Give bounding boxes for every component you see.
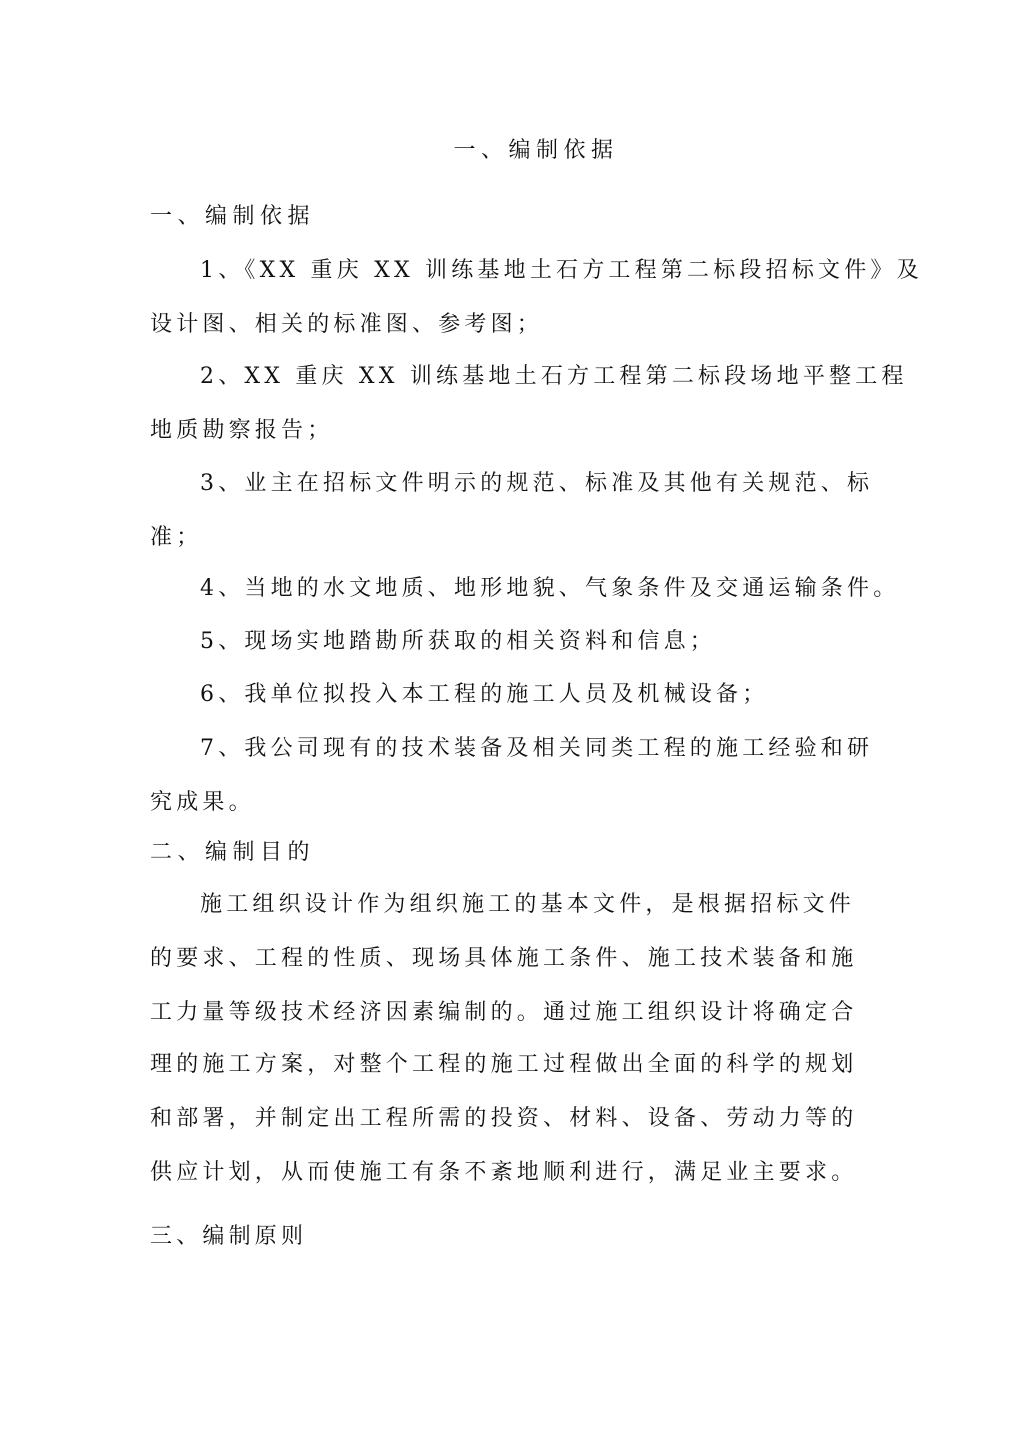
purpose-paragraph-line-5: 和部署，并制定出工程所需的投资、材料、设备、劳动力等的: [150, 1106, 858, 1131]
basis-item-5: 5、现场实地踏勘所获取的相关资料和信息；: [200, 629, 716, 654]
purpose-paragraph-line-3: 工力量等级技术经济因素编制的。通过施工组织设计将确定合: [150, 1000, 858, 1025]
section-heading-basis: 一、编制依据: [150, 204, 316, 229]
purpose-paragraph-line-6: 供应计划，从而使施工有条不紊地顺利进行，满足业主要求。: [150, 1160, 858, 1185]
basis-item-7-line-2: 究成果。: [150, 790, 255, 815]
document-title: 一、编制依据: [453, 138, 619, 163]
basis-item-6: 6、我单位拟投入本工程的施工人员及机械设备；: [200, 682, 769, 707]
basis-item-3-line-1: 3、业主在招标文件明示的规范、标准及其他有关规范、标: [200, 471, 874, 496]
purpose-paragraph-line-4: 理的施工方案，对整个工程的施工过程做出全面的科学的规划: [150, 1052, 858, 1077]
section-heading-purpose: 二、编制目的: [150, 840, 316, 865]
basis-item-1-line-2: 设计图、相关的标准图、参考图；: [150, 312, 544, 337]
basis-item-2-line-2: 地质勘察报告；: [150, 418, 334, 443]
basis-item-7-line-1: 7、我公司现有的技术装备及相关同类工程的施工经验和研: [200, 736, 874, 761]
basis-item-3-line-2: 准；: [150, 525, 203, 550]
section-heading-principles: 三、编制原则: [150, 1224, 308, 1249]
basis-item-1-line-1: 1、《XX 重庆 XX 训练基地土石方工程第二标段招标文件》及: [200, 258, 923, 283]
purpose-paragraph-line-2: 的要求、工程的性质、现场具体施工条件、施工技术装备和施: [150, 946, 858, 971]
purpose-paragraph-line-1: 施工组织设计作为组织施工的基本文件，是根据招标文件: [200, 892, 856, 917]
basis-item-2-line-1: 2、XX 重庆 XX 训练基地土石方工程第二标段场地平整工程: [200, 364, 908, 389]
basis-item-4: 4、当地的水文地质、地形地貌、气象条件及交通运输条件。: [200, 576, 900, 601]
